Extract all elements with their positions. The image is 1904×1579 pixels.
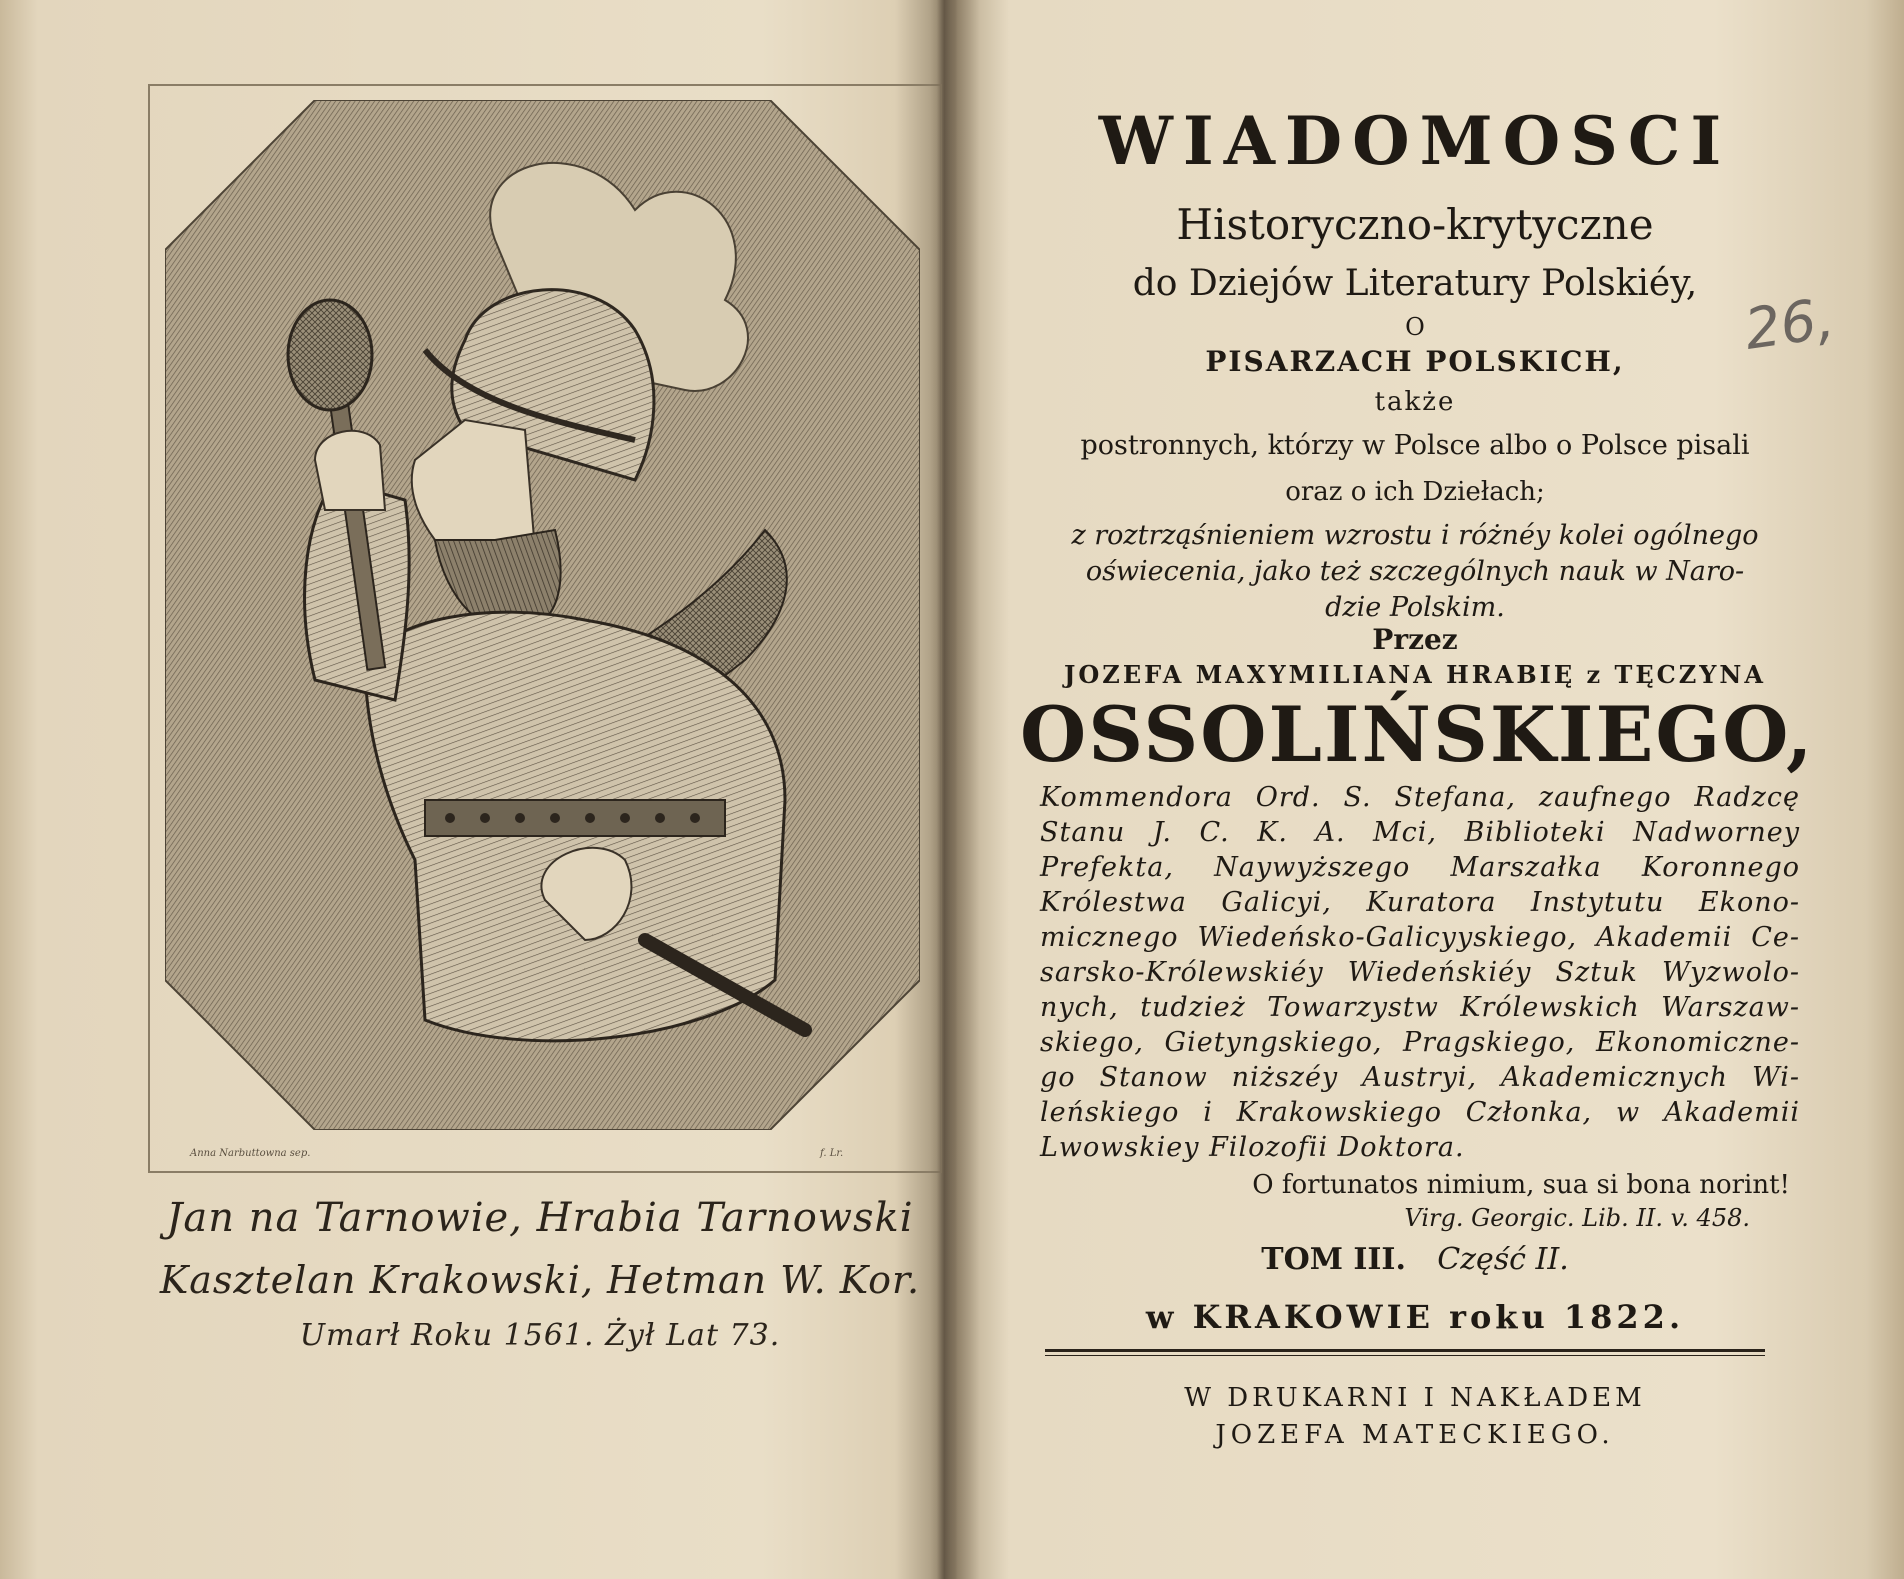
volume-number: TOM III. — [1261, 1242, 1406, 1277]
volume-line — [1020, 1242, 1810, 1277]
author-title-line: Kommendora Ord. S. Stefana, zaufnego Radzcę — [1040, 782, 1800, 813]
divider-rule-thin — [1045, 1355, 1765, 1356]
plate-mark-credit: f. Lr. — [820, 1148, 844, 1159]
italic-line: dzie Polskim. — [1325, 592, 1505, 623]
author-title-line: Lwowskiey Filozofii Doktora. — [1040, 1132, 1465, 1163]
mace-head — [288, 300, 372, 410]
title: WIADOMOSCI — [1098, 102, 1732, 180]
author-surname: OSSOLIŃSKIEGO, — [1020, 690, 1815, 779]
motto-source: Virg. Georgic. Lib. II. v. 458. — [1404, 1204, 1750, 1232]
author-title-line: Królestwa Galicyi, Kuratora Instytutu Ekono- — [1040, 887, 1800, 918]
author-title-line: go Stanow niższéy Austryi, Akademicznych Wi- — [1040, 1062, 1800, 1093]
place-year: w KRAKOWIE roku 1822. — [1145, 1298, 1685, 1336]
title-line-postronnych: postronnych, którzy w Polsce albo o Polsce pisali — [1080, 430, 1750, 461]
italic-line: z roztrząśnieniem wzrostu i różnéy kolei ogólnego — [1071, 520, 1759, 551]
author-title-line: Prefekta, Naywyższego Marszałka Koronnego — [1040, 852, 1800, 883]
author-title-line: sarsko-Królewskiéy Wiedeńskiéy Sztuk Wyzwolo- — [1040, 957, 1800, 988]
portrait-caption-office: Kasztelan Krakowski, Hetman W. Kor. — [159, 1258, 921, 1302]
title-line-do: do Dziejów Literatury Polskiéy, — [1132, 263, 1698, 304]
divider-rule-thick — [1045, 1349, 1765, 1352]
title-line-takze: także — [1374, 387, 1456, 417]
portrait-caption-dates: Umarł Roku 1561. Żył Lat 73. — [299, 1318, 781, 1353]
motto: O fortunatos nimium, sua si bona norint! — [1252, 1170, 1790, 1200]
author-title-line: micznego Wiedeńsko-Galicyyskiego, Akademii Ce- — [1040, 922, 1800, 953]
title-line-pisarzach: PISARZACH POLSKICH, — [1205, 345, 1625, 378]
title-line-o: O — [1405, 313, 1425, 341]
printer-line: W DRUKARNI I NAKŁADEM — [1184, 1383, 1646, 1413]
title-line-oraz: oraz o ich Dziełach; — [1285, 477, 1545, 507]
przez-line: Przez — [1372, 623, 1458, 656]
portrait-caption-name: Jan na Tarnowie, Hrabia Tarnowski — [166, 1195, 914, 1241]
portrait-engraving — [165, 100, 920, 1130]
subtitle: Historyczno-krytyczne — [1176, 200, 1654, 249]
belt — [425, 800, 725, 836]
author-title-line: skiego, Gietyngskiego, Pragskiego, Ekonomiczne- — [1040, 1027, 1800, 1058]
author-title-line: leńskiego i Krakowskiego Członka, w Akademii — [1040, 1097, 1800, 1128]
author-title-line: nych, tudzież Towarzystw Królewskich Warszaw- — [1040, 992, 1800, 1023]
hand — [315, 431, 385, 510]
volume-part: Część II. — [1437, 1242, 1569, 1277]
engraver-credit: Anna Narbuttowna sep. — [190, 1148, 311, 1159]
printer-name: JOZEFA MATECKIEGO. — [1215, 1420, 1615, 1450]
italic-line: oświecenia, jako też szczególnych nauk w Naro- — [1085, 556, 1745, 587]
author-forenames: JOZEFA MAXYMILIANA HRABIĘ z TĘCZYNA — [1064, 660, 1766, 689]
pencil-annotation: 26, — [1740, 286, 1839, 363]
author-title-line: Stanu J. C. K. A. Mci, Biblioteki Nadworney — [1040, 817, 1800, 848]
